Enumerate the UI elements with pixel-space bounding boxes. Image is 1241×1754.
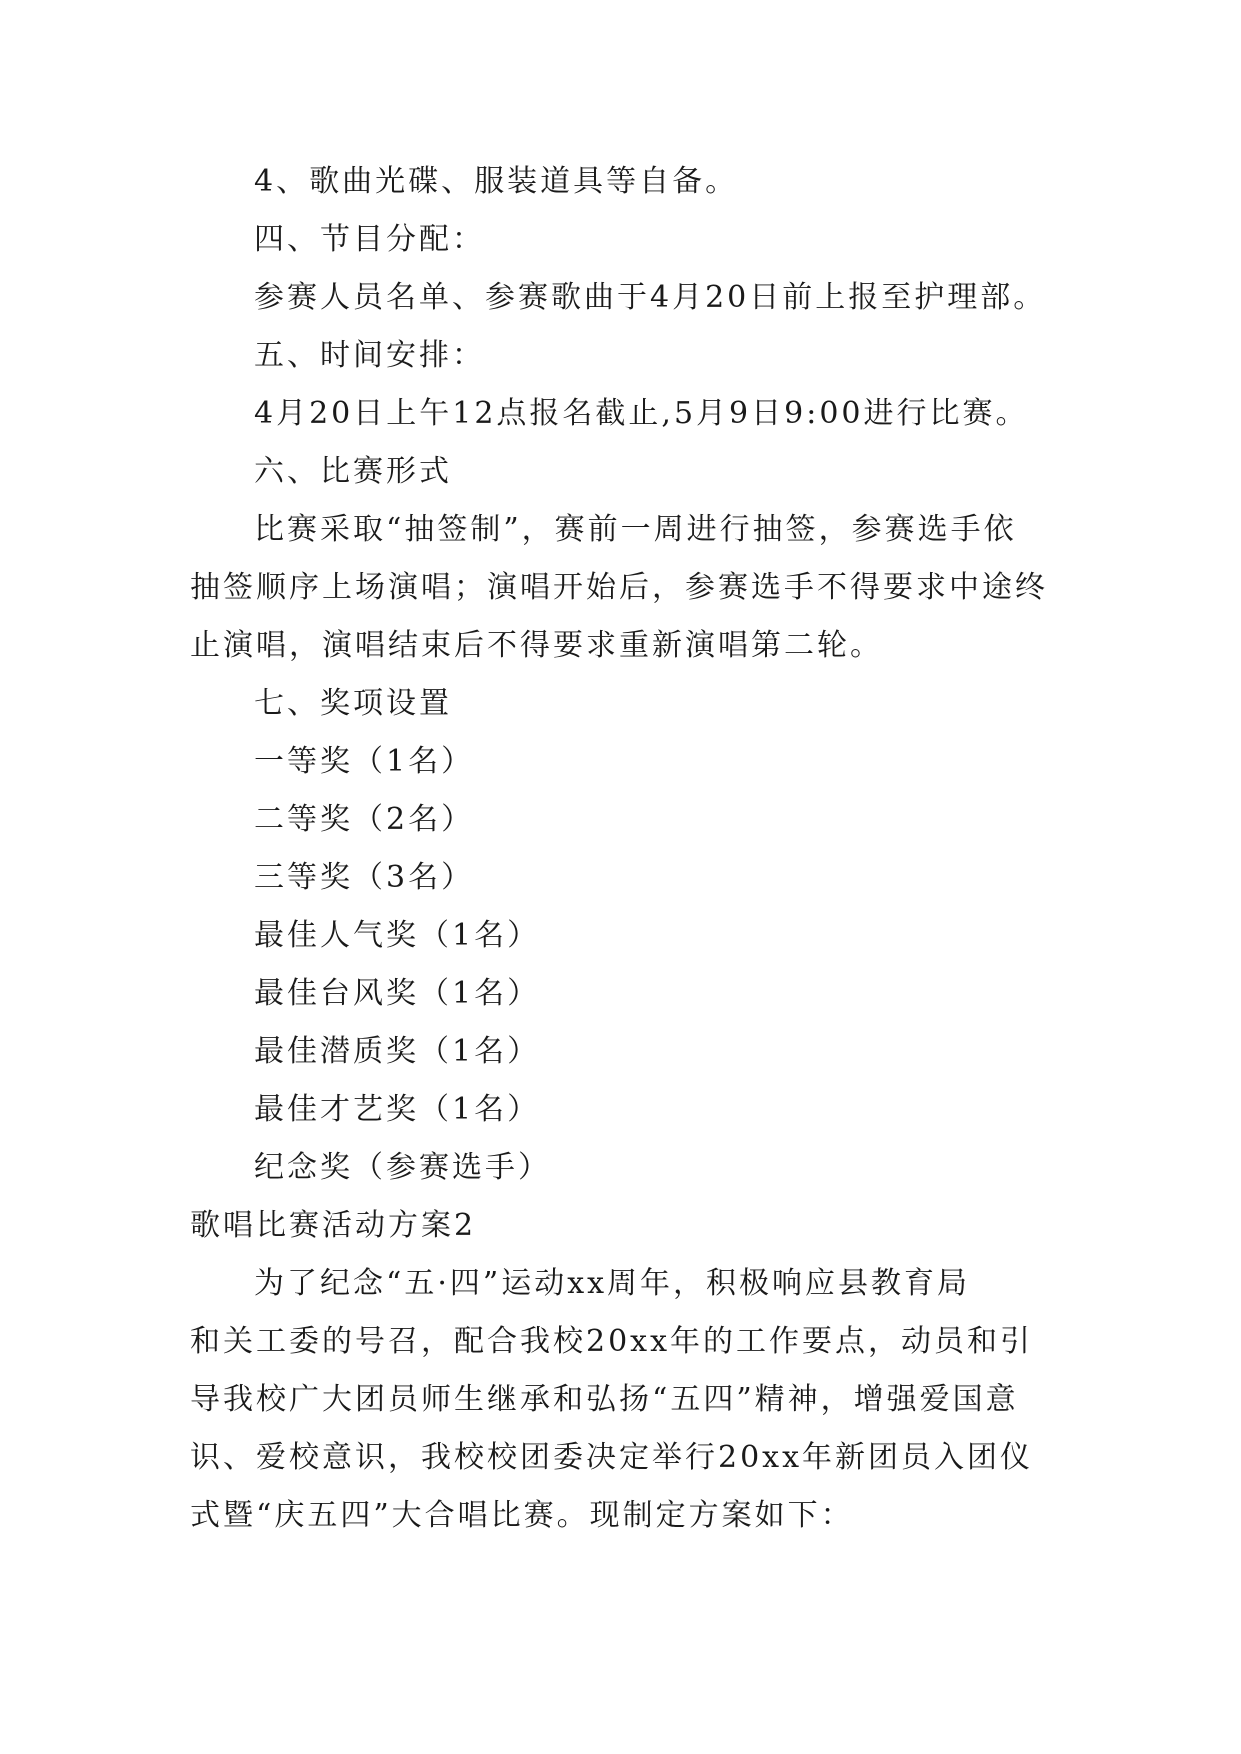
paragraph-line: 止演唱，演唱结束后不得要求重新演唱第二轮。 — [190, 628, 883, 663]
paragraph-line: 式暨“庆五四”大合唱比赛。现制定方案如下： — [190, 1498, 854, 1533]
paragraph-line: 抽签顺序上场演唱；演唱开始后，参赛选手不得要求中途终 — [190, 570, 1048, 605]
paragraph-line: 识、爱校意识，我校校团委决定举行20xx年新团员入团仪 — [190, 1440, 1034, 1475]
text-line: 4、歌曲光碟、服装道具等自备。 — [254, 164, 739, 199]
paragraph-line: 导我校广大团员师生继承和弘扬“五四”精神，增强爱国意 — [190, 1382, 1019, 1417]
section-heading: 七、奖项设置 — [254, 686, 452, 721]
document-title: 歌唱比赛活动方案2 — [190, 1208, 477, 1243]
paragraph-line: 和关工委的号召，配合我校20xx年的工作要点，动员和引 — [190, 1324, 1034, 1359]
section-heading: 四、节目分配： — [254, 222, 485, 257]
award-item: 二等奖（2名） — [254, 802, 475, 837]
award-item: 最佳台风奖（1名） — [254, 976, 541, 1011]
award-item: 纪念奖（参赛选手） — [254, 1150, 551, 1185]
section-heading: 五、时间安排： — [254, 338, 485, 373]
award-item: 一等奖（1名） — [254, 744, 475, 779]
award-item: 最佳才艺奖（1名） — [254, 1092, 541, 1127]
text-line: 参赛人员名单、参赛歌曲于4月20日前上报至护理部。 — [254, 280, 1047, 315]
award-item: 最佳潜质奖（1名） — [254, 1034, 541, 1069]
paragraph-line: 比赛采取“抽签制”，赛前一周进行抽签，参赛选手依 — [254, 512, 1017, 547]
section-heading: 六、比赛形式 — [254, 454, 452, 489]
award-item: 三等奖（3名） — [254, 860, 475, 895]
award-item: 最佳人气奖（1名） — [254, 918, 541, 953]
paragraph-line: 为了纪念“五·四”运动xx周年，积极响应县教育局 — [254, 1266, 971, 1301]
text-line: 4月20日上午12点报名截止,5月9日9:00进行比赛。 — [254, 396, 1029, 431]
